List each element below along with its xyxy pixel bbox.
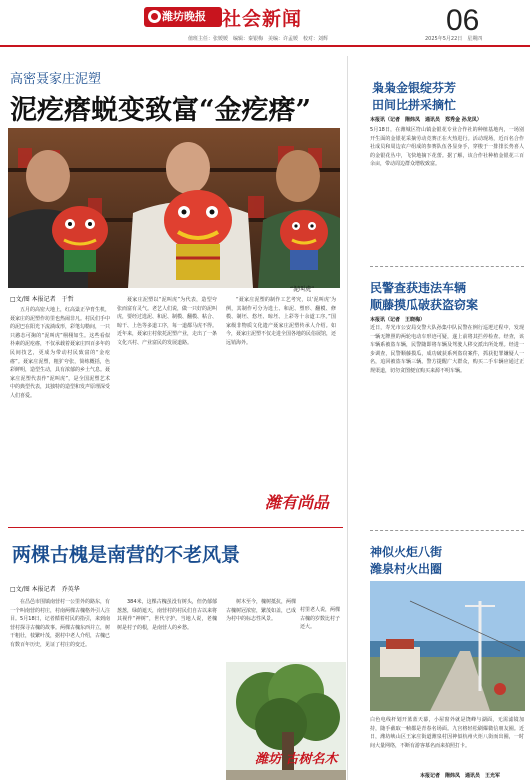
guzhong-logo-text: 潍坊 古树名木: [255, 752, 338, 767]
news-item-3-title: 神似火炬八街 潍泉村火出圈: [370, 545, 443, 576]
photo-caption: “泥叫虎”: [290, 286, 315, 293]
page-number: 06: [446, 4, 480, 37]
news-item-1-byline: 本报讯（记者 隋炜凤 通讯员 郑秀金 孙龙凤）: [370, 117, 482, 123]
section-divider: [8, 527, 343, 528]
article-column-3: “聂家庄泥塑的制作工艺考究，以‘泥叫虎’为例，其制作可分为选土、和泥、塑形、翻模、修模、制坯、悠坯、晾坯、上彩等十余道工序。”国家级非物质文化遗产聂家庄泥塑传承人介绍。如今，聂家庄泥塑不仅走进全国各地的民俗展馆，还远销海外。: [226, 297, 336, 346]
news-item-1-body: 5月18日，在潍城区符山镇金银花专业合作社的种植基地内，一场别开生面的金银花采摘劳动竞赛正在火热进行。活动现场，近百名合作社成员和周边农户组成的参赛队伍各显身手，穿梭于一排排长势喜人的金银花丛中，飞快地摘下花蕾。据了解，该合作社种植金银花三百余亩，带动周边群众增收致富。: [370, 127, 524, 167]
news-item-1-title: 枭枭金银绽芬芳 田间比拼采摘忙: [372, 81, 457, 112]
news-separator: [370, 530, 524, 531]
column-divider: [347, 56, 348, 780]
news-separator: [370, 266, 524, 267]
weiquan-village-photo: [370, 581, 525, 711]
sub-article-byline: □文/图 本报记者 乔英华: [10, 586, 80, 593]
article-byline: □文/图 本报记者 于哲: [10, 296, 74, 303]
clay-tiger-illustration: [8, 128, 340, 288]
staff-credits: 值班主任：张媛媛 编辑：秦银梅 美编：许孟媛 校对：刘辉: [188, 36, 329, 42]
sub-article-column-3: 树木至今，槐树抵抗，两棵古槐树冠浓密，繁茂如盖，已成为村中的标志性风景。: [226, 599, 296, 623]
logo-text: 潍坊晚报: [162, 10, 206, 23]
sub-article-headline: 两棵古槐是南营的不老风景: [12, 544, 241, 566]
logo-circle-icon: [148, 10, 161, 23]
shangpin-logo-text: 潍有尚品: [265, 493, 330, 512]
article-headline: 泥疙瘩蜕变致富“金疙瘩”: [10, 95, 312, 126]
news-item-2-body: 近日，寿光市公安局交警大队孙集中队民警在例行巡逻过程中，发现一辆无牌照的两轮电动车形迹可疑，遂上前将其拦停检查。经查，该车辆系被盗车辆，民警随即将车辆及驾驶人移交派出所处理。经进一步调查，民警顺藤摸瓜，成功破获系列盗窃案件，抓获犯罪嫌疑人一名，追回被盗车辆三辆。警方提醒广大群众，购买二手车辆应通过正规渠道，切勿贪图便宜购买来源不明车辆。: [370, 325, 524, 374]
article-column-2: 聂家庄泥塑以“泥叫虎”为代表，造型夸张而富有灵气。老艺人们说，做一只好的泥叫虎，要经过选泥、和泥、制模、翻模、粘合、晾干、上色等多道工序，每一道都马虎不得。近年来，聂家庄村依托泥塑产业，走出了一条文化兴村、产业富民的发展道路。: [117, 297, 217, 346]
village-street-illustration: [370, 581, 525, 711]
category-badge-guzhong: [243, 737, 343, 777]
sub-article-column-1: 在昌邑市围镇南营村一公里外的路东，有一个叫南营的村庄，村南两棵古槐格外引人注目。5月18日，记者循着村民的指引，来到南营村探寻古槐的故事。两棵古槐东西并立，树干粗壮，枝繁叶茂，据村中老人介绍，古槐已有数百年历史，见证了村庄的变迁。: [10, 599, 110, 648]
article-kicker: 高密聂家庄泥塑: [10, 72, 102, 87]
news-item-3-byline: 本报记者 隋炜凤 通讯员 王光军: [420, 773, 501, 779]
guzhong-logo: [243, 737, 343, 777]
category-badge-shangpin: [245, 484, 345, 518]
clay-tiger-photo: [8, 128, 340, 288]
newspaper-logo: [144, 7, 222, 27]
sub-article-column-4: 村里老人说，两棵古槐的岁数比村子还大。: [300, 607, 341, 631]
issue-date: 2025年5月22日 星期四: [425, 36, 483, 42]
news-item-2-title: 民警查获违法车辆 顺藤摸瓜破获盗窃案: [370, 281, 479, 312]
header-rule: [0, 45, 530, 47]
section-title: 社会新闻: [222, 8, 303, 30]
news-item-2-byline: 本报讯（记者 王晓梅）: [370, 317, 426, 323]
news-item-3-body: 白色电线杆划开蓝蓝天幕，小屋窗外就是饶峰与湖面，无需滤镜加持，随手截取一帧都是青春名场面。九宫格轻松刷爆微信朋友圈。近日，潍坊峡山区王家庄街道潍泉村因神似杭州火炬八街而出圈，一时间大量网络，不断有游客慕名而来拍照打卡。: [370, 717, 524, 749]
article-column-1: 五月的高密大地上，红高粱正孕育生机，聂家庄的泥塑作坊里也热闹非凡。村民们手中的泥巴在阳光下流淌成形，彩笔勾勒间，一只只憨态可掬的“泥叫虎”栩栩如生。这些看似朴素的泥疙瘩，不仅承载着聂家庄四百多年的民间技艺，更成为带动村民致富的“金疙瘩”。聂家庄泥塑，粗犷夸张，简练概括，色彩鲜明，造型生动，具有浓郁的乡土气息。聂家庄泥塑代表作“泥叫虎”，是全国泥塑艺术中的典型代表，其独特的造型和发声原理深受人们喜爱。: [10, 307, 110, 399]
shangpin-logo: [245, 484, 345, 518]
sub-article-column-2: 384米，这棵古槐虽没有树头，但仍郁郁葱葱，绿荫遮天，南营村的村民们自古以来将其视作“神树”，世代守护。当地人说，老槐树是村子的根，是南营人的乡愁。: [117, 599, 217, 631]
